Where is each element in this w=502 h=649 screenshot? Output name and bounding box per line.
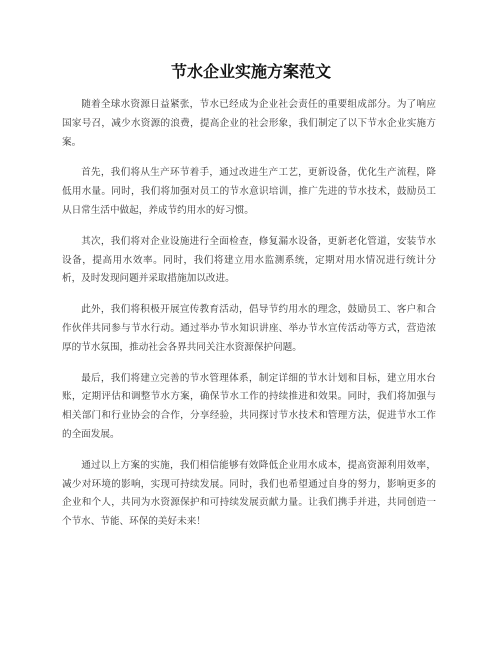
paragraph-facilities: 其次，我们将对企业设施进行全面检查，修复漏水设备，更新老化管道，安装节水设备，提高用水效率。同时，我们将建立用水监测系统，定期对用水情况进行统计分析，及时发现问题并采取措施加以改进。 [62, 235, 436, 285]
paragraph-publicity: 此外，我们将积极开展宣传教育活动，倡导节约用水的理念，鼓励员工、客户和合作伙伴共同参与节水行动。通过举办节水知识讲座、举办节水宣传活动等方式，营造浓厚的节水氛围，推动社会各界共同关注水资源保护问题。 [62, 304, 436, 353]
paragraph-management: 最后，我们将建立完善的节水管理体系，制定详细的节水计划和目标，建立用水台账，定期评估和调整节水方案，确保节水工作的持续推进和效果。同时，我们将加强与相关部门和行业协会的合作，分享经验，共同探讨节水技术和管理方法，促进节水工作的全面发展。 [62, 372, 436, 440]
paragraph-intro: 随着全球水资源日益紧张，节水已经成为企业社会责任的重要组成部分。为了响应国家号召，减少水资源的浪费，提高企业的社会形象，我们制定了以下节水企业实施方案。 [62, 99, 436, 148]
paragraph-production: 首先，我们将从生产环节着手，通过改进生产工艺，更新设备，优化生产流程，降低用水量。同时，我们将加强对员工的节水意识培训，推广先进的节水技术，鼓励员工从日常生活中做起，养成节约用水的好习惯。 [62, 167, 436, 216]
paragraph-conclusion: 通过以上方案的实施，我们相信能够有效降低企业用水成本，提高资源利用效率，减少对环境的影响，实现可持续发展。同时，我们也希望通过自身的努力，影响更多的企业和个人，共同为水资源保护和可持续发展贡献力量。让我们携手并进，共同创造一个节水、节能、环保的美好未来！ [62, 459, 436, 528]
document-body [62, 96, 436, 544]
page-title: 节水企业实施方案范文 [170, 62, 331, 81]
